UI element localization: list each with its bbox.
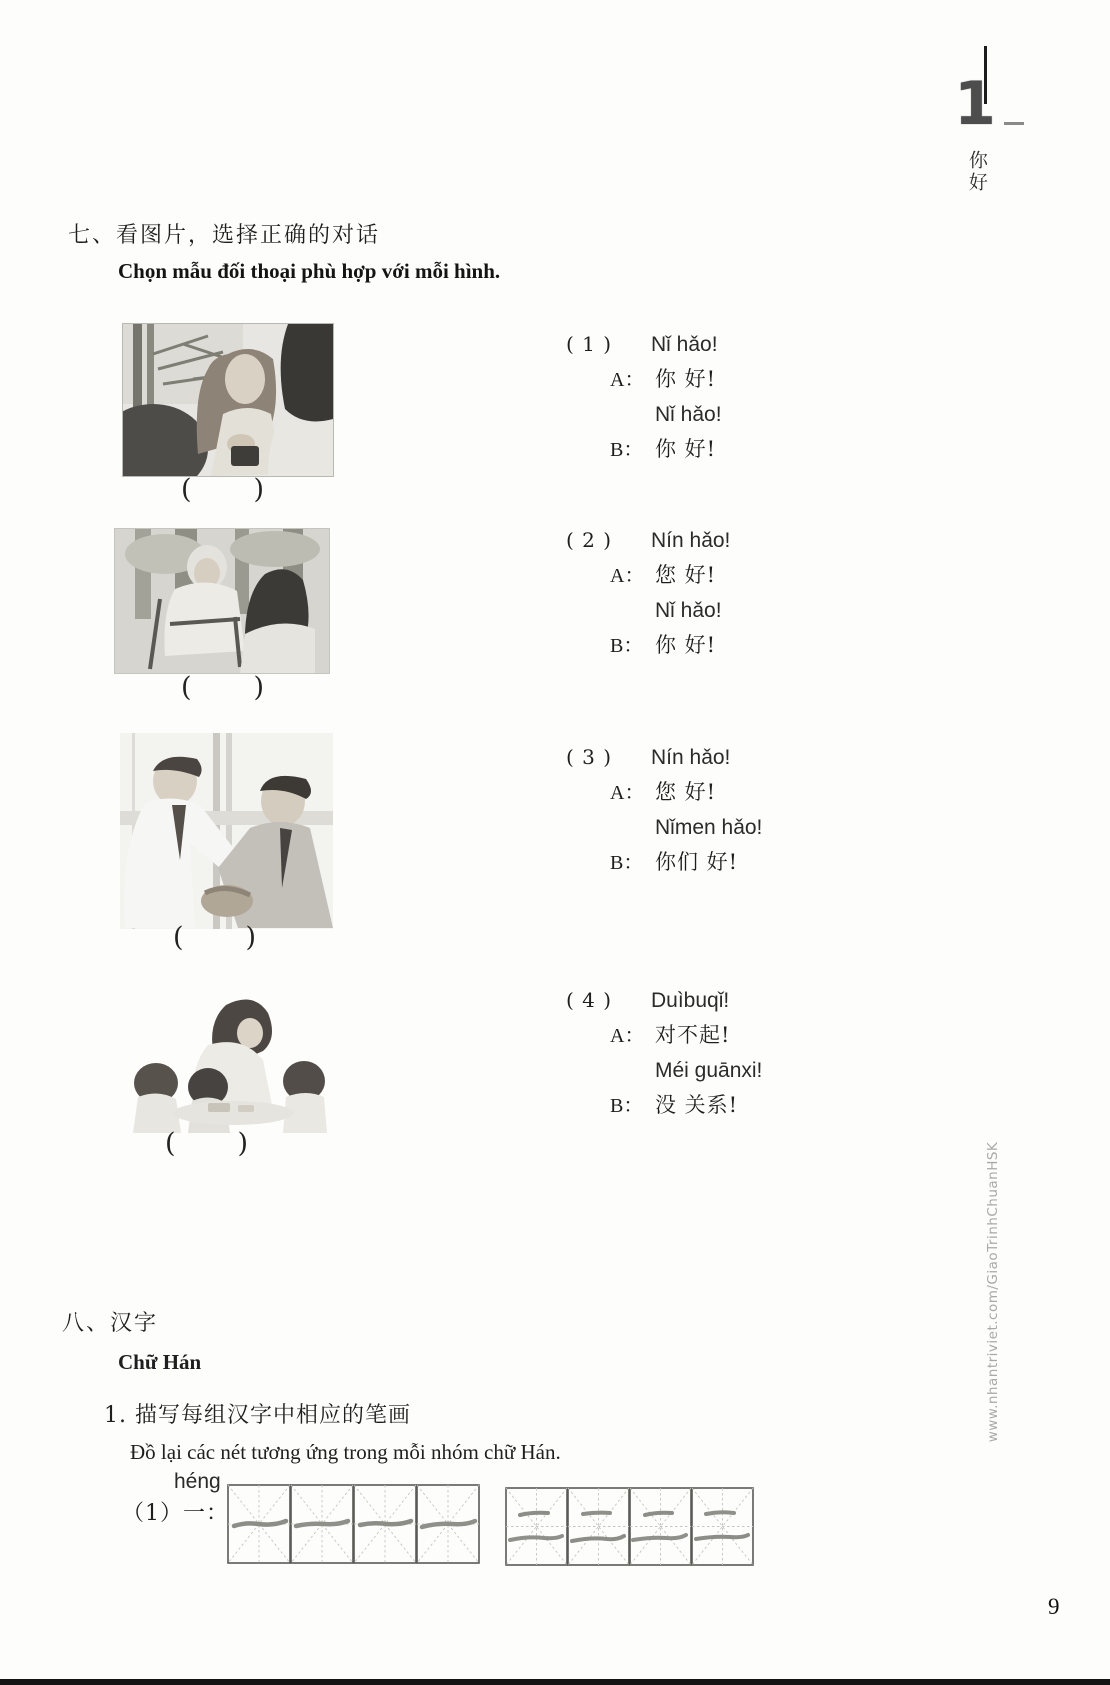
practice-box (629, 1487, 692, 1570)
dialogue-option-4 (566, 983, 896, 1123)
page-number: 9 (1048, 1594, 1060, 1619)
speaker-b-label: B： (610, 1095, 644, 1117)
speaker-b-label: B： (610, 852, 644, 874)
dialogue-option-3 (566, 740, 896, 880)
page-bottom-scan-bar (0, 1679, 1110, 1685)
exercise7-heading-vietnamese: Chọn mẫu đối thoại phù hợp với mỗi hình. (118, 259, 501, 283)
practice-box (353, 1484, 417, 1568)
practice-box (227, 1484, 291, 1568)
blank-open-paren: ( (181, 474, 192, 505)
answer-blank-4 (165, 1128, 248, 1159)
practice-box (691, 1487, 754, 1570)
photo-elderly-man-park (114, 528, 330, 674)
answer-blank-3 (173, 922, 256, 953)
chinese-line: 没 关系! (655, 1093, 739, 1117)
exercise8-item1-chinese: 1. 描写每组汉字中相应的笔画 (104, 1403, 411, 1428)
pinyin-line: Nǐ hǎo! (655, 599, 722, 622)
blank-open-paren: ( (181, 672, 192, 703)
pinyin-line: Nín hǎo! (651, 746, 731, 769)
chinese-line: 您 好! (655, 780, 717, 804)
dialogue-number: ( 1 ) (566, 332, 613, 356)
answer-blank-1 (181, 474, 264, 505)
pinyin-line: Nǐ hǎo! (655, 403, 722, 426)
exercise8-heading-chinese: 八、汉字 (62, 1311, 159, 1336)
chapter-dash (1004, 122, 1024, 125)
speaker-a-label: A： (610, 565, 645, 587)
pinyin-line: Nín hǎo! (651, 529, 731, 552)
practice-box (505, 1487, 568, 1570)
speaker-a-label: A： (610, 1025, 645, 1047)
blank-close-paren: ) (253, 672, 265, 703)
publisher-url-vertical: www.nhantriviet.com/GiaoTrinhChuanHSK (985, 1141, 1001, 1443)
practice-box (567, 1487, 630, 1570)
blank-open-paren: ( (165, 1128, 176, 1159)
chapter-title: 你好 (965, 150, 988, 194)
blank-open-paren: ( (173, 922, 184, 953)
exercise8-heading-vietnamese: Chữ Hán (118, 1350, 202, 1374)
exercise7-heading-chinese: 七、看图片，选择正确的对话 (68, 223, 381, 248)
chinese-line: 你们 好! (655, 850, 739, 874)
dialogue-number: ( 2 ) (566, 528, 613, 552)
dialogue-number: ( 3 ) (566, 745, 613, 769)
exercise8-item1-vietnamese: Đồ lại các nét tương ứng trong mỗi nhóm chữ Hán. (130, 1440, 561, 1464)
pinyin-line: Méi guānxi! (655, 1059, 763, 1082)
photo-girl-greeting (122, 323, 334, 477)
speaker-a-label: A： (610, 369, 645, 391)
dialogue-number: ( 4 ) (566, 988, 613, 1012)
chinese-line: 你 好! (655, 367, 717, 391)
photo-teacher-with-children (108, 985, 345, 1133)
pinyin-line: Nǐ hǎo! (651, 333, 718, 356)
chinese-line: 对不起! (655, 1023, 731, 1047)
practice-box (290, 1484, 354, 1568)
chapter-number: 1 (954, 69, 996, 139)
stroke-name-pinyin: héng (174, 1470, 221, 1493)
pinyin-line: Duìbuqǐ! (651, 989, 730, 1012)
stroke-practice-grid-yi (227, 1484, 480, 1568)
stroke-practice-grid-er (505, 1487, 754, 1570)
speaker-b-label: B： (610, 439, 644, 461)
stroke-item-label: （1）一： (122, 1501, 229, 1526)
blank-close-paren: ) (245, 922, 257, 953)
speaker-a-label: A： (610, 782, 645, 804)
photo-businessmen-handshake (120, 733, 333, 929)
blank-close-paren: ) (237, 1128, 249, 1159)
practice-box (416, 1484, 480, 1568)
dialogue-option-1 (566, 327, 896, 467)
blank-close-paren: ) (253, 474, 265, 505)
chinese-line: 您 好! (655, 563, 717, 587)
pinyin-line: Nǐmen hǎo! (655, 816, 763, 839)
chinese-line: 你 好! (655, 437, 717, 461)
dialogue-option-2 (566, 523, 896, 663)
chinese-line: 你 好! (655, 633, 717, 657)
speaker-b-label: B： (610, 635, 644, 657)
answer-blank-2 (181, 672, 264, 703)
